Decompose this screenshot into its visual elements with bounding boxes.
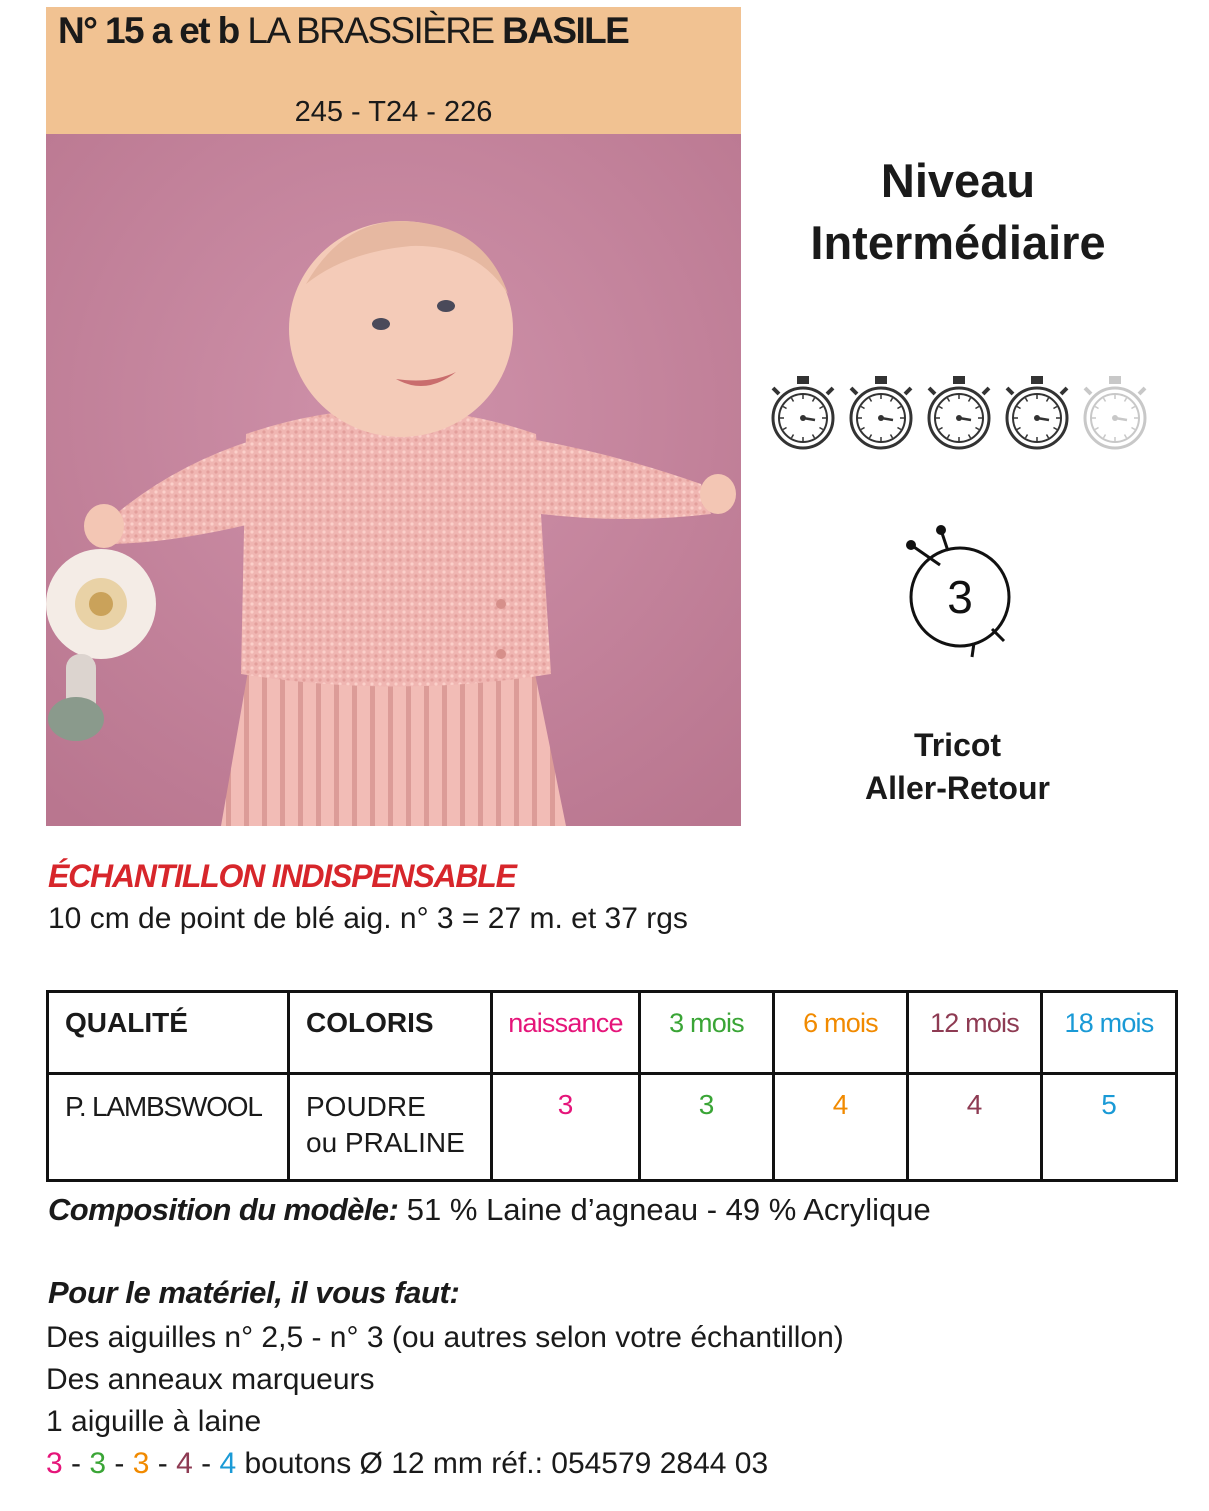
stopwatch-icon-filled [929,376,989,448]
qty-3-mois: 3 [640,1074,774,1181]
difficulty-level-line2: Intermédiaire [810,216,1106,269]
qty-6-mois: 4 [774,1074,908,1181]
material-item: 1 aiguille à laine [46,1405,262,1438]
button-count-12-mois: 4 [176,1447,193,1480]
stopwatch-icon-filled [851,376,911,448]
separator: - [192,1447,220,1480]
material-item: Des anneaux marqueurs [46,1363,375,1396]
table-row [48,1074,1177,1181]
composition-label: Composition du modèle: [48,1192,399,1227]
button-count-3-mois: 3 [89,1447,107,1480]
header-size-12-mois: 12 mois [908,992,1042,1074]
buttons-description: boutons Ø 12 mm réf.: 054579 2844 03 [236,1447,769,1480]
row-colors [289,1074,492,1181]
pattern-title-light: LA BRASSIÈRE [247,10,494,51]
qty-18-mois: 5 [1042,1074,1177,1181]
difficulty-level [768,150,1148,274]
materials-heading: Pour le matériel, il vous faut: [48,1275,460,1310]
composition [48,1192,931,1228]
pattern-number: N° 15 a et b [58,10,239,51]
header-colors: COLORIS [289,992,492,1074]
difficulty-timers [768,372,1148,454]
material-buttons [46,1443,844,1485]
material-item: Des aiguilles n° 2,5 - n° 3 (ou autres selon votre échantillon) [46,1321,844,1354]
difficulty-level-line1: Niveau [880,154,1036,207]
header-size-3-mois: 3 mois [640,992,774,1074]
header-quality: QUALITÉ [48,992,289,1074]
model-photo [46,134,741,826]
pattern-references: 245 - T24 - 226 [294,96,493,128]
separator: - [149,1447,177,1480]
separator: - [62,1447,90,1480]
pattern-title-bold: BASILE [502,10,629,51]
technique [820,724,1095,810]
qty-naissance: 3 [492,1074,640,1181]
row-color-line2: ou PRALINE [306,1127,465,1158]
pattern-title [58,11,628,52]
sample-heading: ÉCHANTILLON INDISPENSABLE [48,858,516,894]
stopwatch-icon-filled [773,376,833,448]
sample-text: 10 cm de point de blé aig. n° 3 = 27 m. et 37 rgs [48,902,688,935]
header-size-18-mois: 18 mois [1042,992,1177,1074]
separator: - [106,1447,133,1480]
header-banner [46,7,741,134]
yarn-table [46,990,1178,1182]
technique-line2: Aller-Retour [865,770,1050,806]
row-color-line1: POUDRE [306,1091,426,1122]
button-count-6-mois: 3 [132,1447,150,1480]
stopwatch-icon-empty [1085,376,1145,448]
stopwatch-icon-filled [1007,376,1067,448]
row-quality: P. LAMBSWOOL [48,1074,289,1181]
technique-line1: Tricot [913,727,1002,763]
materials-list [46,1317,844,1485]
header-size-6-mois: 6 mois [774,992,908,1074]
table-header-row [48,992,1177,1074]
composition-value: 51 % Laine d’agneau - 49 % Acrylique [398,1192,931,1227]
header-size-naissance: naissance [492,992,640,1074]
needle-size-label: 3 [947,571,973,623]
button-count-naissance: 3 [46,1447,63,1480]
button-count-18-mois: 4 [219,1447,237,1480]
qty-12-mois: 4 [908,1074,1042,1181]
needle-size-icon [900,525,1020,670]
